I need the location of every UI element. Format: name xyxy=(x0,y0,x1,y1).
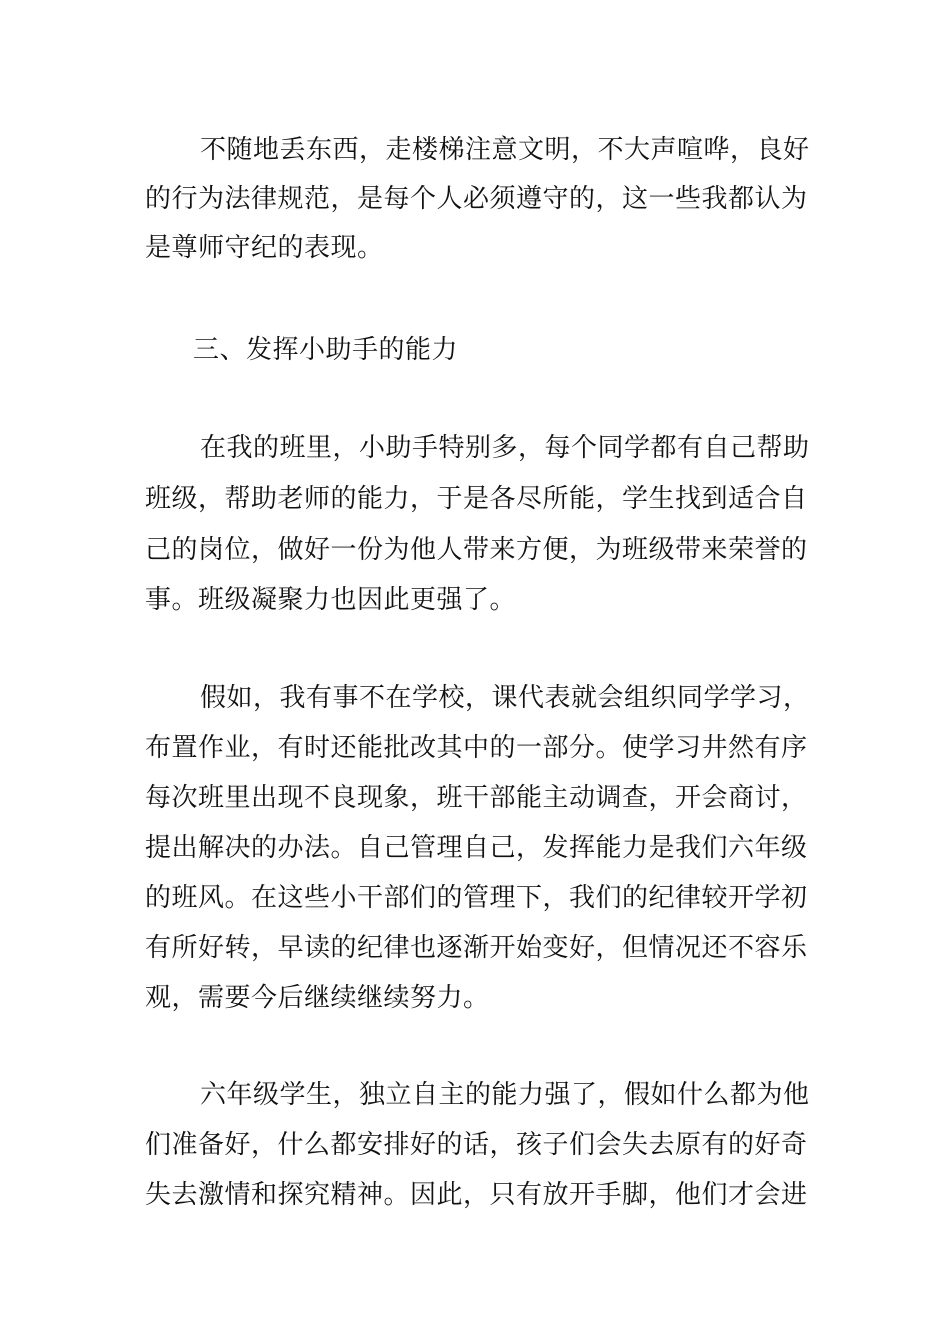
paragraph-2-line-1: 在我的班里，小助手特别多，每个同学都有自己帮助 xyxy=(200,433,810,463)
paragraph-2-line-4: 事。班级凝聚力也因此更强了。 xyxy=(145,585,517,615)
paragraph-4-line-1: 六年级学生，独立自主的能力强了，假如什么都为他 xyxy=(200,1080,810,1110)
paragraph-2-line-2: 班级，帮助老师的能力，于是各尽所能，学生找到适合自 xyxy=(145,484,808,514)
paragraph-1-line-3: 是尊师守纪的表现。 xyxy=(145,233,384,263)
paragraph-1-line-1: 不随地丢东西，走楼梯注意文明，不大声喧哗，良好 xyxy=(200,135,810,165)
paragraph-3-line-6: 有所好转，早读的纪律也逐渐开始变好，但情况还不容乐 xyxy=(145,933,808,963)
paragraph-4-line-2: 们准备好，什么都安排好的话，孩子们会失去原有的好奇 xyxy=(145,1130,808,1160)
paragraph-3-line-2: 布置作业，有时还能批改其中的一部分。使学习井然有序 xyxy=(145,733,808,763)
paragraph-3-line-4: 提出解决的办法。自己管理自己，发挥能力是我们六年级 xyxy=(145,833,808,863)
paragraph-3-line-5: 的班风。在这些小干部们的管理下，我们的纪律较开学初 xyxy=(145,883,808,913)
paragraph-2-line-3: 己的岗位，做好一份为他人带来方便，为班级带来荣誉的 xyxy=(145,535,808,565)
paragraph-3-line-7: 观，需要今后继续继续努力。 xyxy=(145,983,490,1013)
paragraph-4-line-3: 失去激情和探究精神。因此，只有放开手脚，他们才会进 xyxy=(145,1180,808,1210)
paragraph-1-line-2: 的行为法律规范，是每个人必须遵守的，这一些我都认为 xyxy=(145,184,808,214)
paragraph-3-line-3: 每次班里出现不良现象，班干部能主动调查，开会商讨， xyxy=(145,783,808,813)
paragraph-3-line-1: 假如，我有事不在学校，课代表就会组织同学学习， xyxy=(200,683,810,713)
section-heading: 三、发挥小助手的能力 xyxy=(193,335,459,365)
